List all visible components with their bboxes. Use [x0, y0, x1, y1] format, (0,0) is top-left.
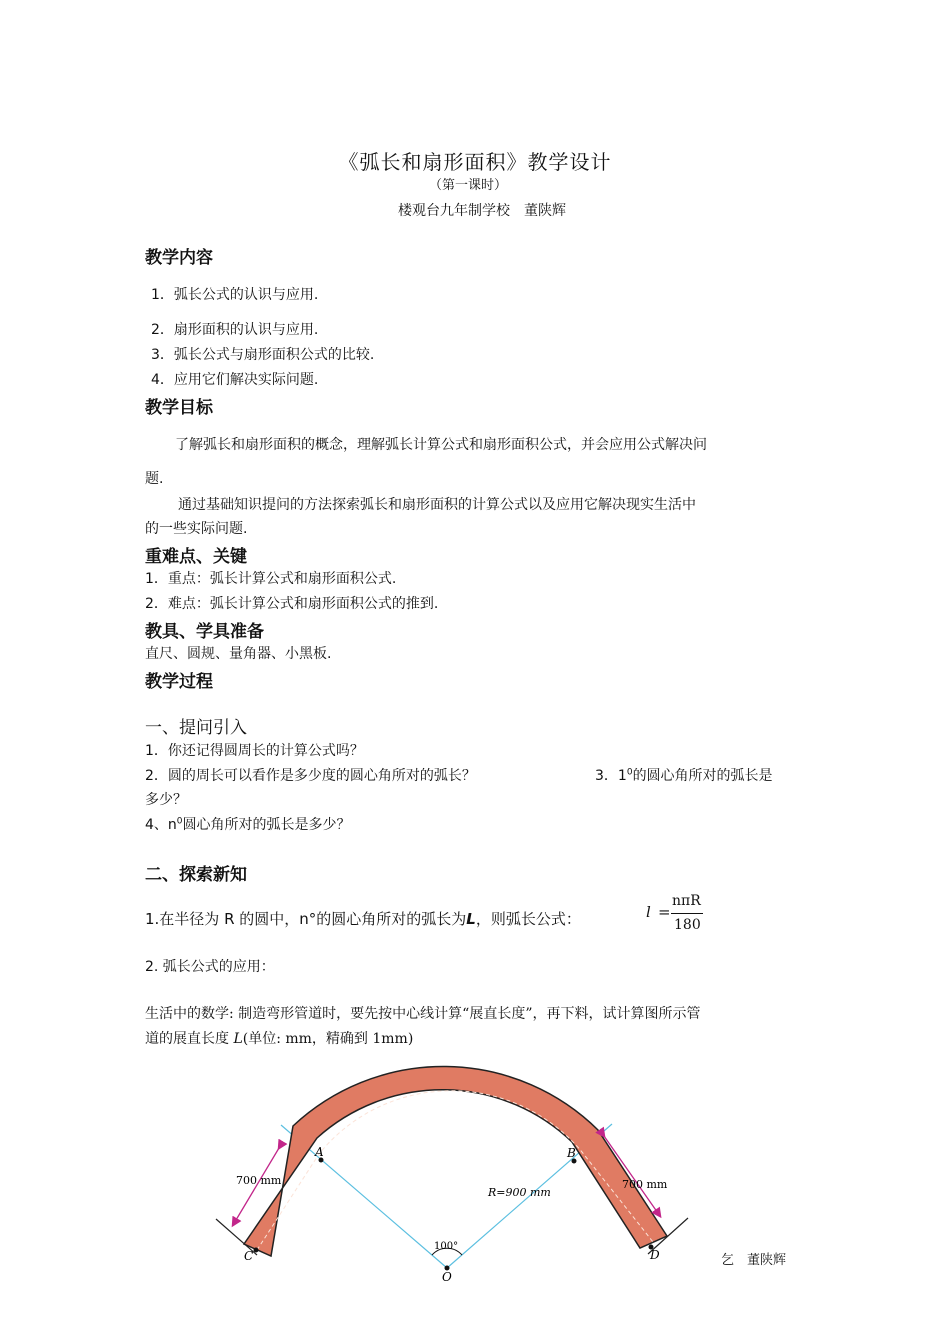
heading-content: 教学内容: [145, 248, 213, 268]
formula-numerator: nπR: [672, 893, 701, 909]
goals-paragraph-2-line-1: 通过基础知识提问的方法探索弧长和扇形面积的计算公式以及应用它解决现实生活中: [178, 497, 696, 513]
heading-goals: 教学目标: [145, 398, 213, 418]
arc-length-formula: l = nπR 180: [646, 893, 716, 939]
tools-text: 直尺、圆规、量角器、小黑板.: [145, 646, 332, 662]
footer-fragment: 乞 董陕辉: [721, 1253, 787, 1268]
heading-tools: 教具、学具准备: [145, 622, 264, 642]
label-angle: 100°: [434, 1241, 459, 1252]
heading-part-2: 二、探索新知: [145, 865, 247, 885]
part1-question-1: 1．你还记得圆周长的计算公式吗？: [145, 743, 364, 759]
content-item-2: 2．扇形面积的认识与应用.: [151, 322, 319, 338]
goals-paragraph-1-line-1: 了解弧长和扇形面积的概念，理解弧长计算公式和扇形面积公式，并会应用公式解决问: [175, 437, 707, 453]
key-point-1: 1．重点：弧长计算公式和扇形面积公式.: [145, 571, 397, 587]
label-left-length: 700 mm: [236, 1174, 282, 1187]
label-d: D: [650, 1248, 660, 1262]
heading-part-1: 一、提问引入: [145, 718, 247, 738]
part2-item-2: 2. 弧长公式的应用：: [145, 959, 275, 975]
label-a: A: [315, 1145, 324, 1159]
formula-denominator: 180: [674, 917, 701, 933]
part1-question-4: 4、$n^0$圆心角所对的弧长是多少？: [145, 816, 351, 833]
content-item-1: 1．弧长公式的认识与应用.: [151, 287, 319, 303]
point-c: [254, 1248, 259, 1253]
goals-paragraph-2-line-2: 的一些实际问题.: [145, 521, 248, 537]
part1-question-3: 3．$1^0$的圆心角所对的弧长是: [595, 767, 773, 784]
part1-question-2: 2．圆的周长可以看作是多少度的圆心角所对的弧长？: [145, 768, 476, 784]
document-subtitle: （第一课时）: [428, 178, 507, 193]
life-math-line-1: 生活中的数学: 制造弯形管道时，要先按中心线计算“展直长度”，再下料，试计算图所示管: [145, 1006, 701, 1022]
key-point-2: 2．难点：弧长计算公式和扇形面积公式的推到.: [145, 596, 439, 612]
label-radius: R=900 mm: [488, 1186, 551, 1199]
label-o: O: [442, 1270, 452, 1284]
pipe-body: [244, 1067, 667, 1256]
document-title: 《弧长和扇形面积》教学设计: [338, 150, 612, 174]
goals-paragraph-1-line-2: 题.: [145, 471, 164, 487]
heading-key-points: 重难点、关键: [145, 547, 247, 567]
label-b: B: [567, 1146, 576, 1160]
life-math-line-2: 道的展直长度 L(单位: mm，精确到 1mm): [145, 1031, 414, 1047]
part1-question-3-continued: 多少？: [145, 792, 187, 808]
label-right-length: 700 mm: [622, 1178, 668, 1191]
content-item-3: 3．弧长公式与扇形面积公式的比较.: [151, 347, 375, 363]
content-item-4: 4．应用它们解决实际问题.: [151, 372, 319, 388]
heading-process: 教学过程: [145, 672, 213, 692]
author-line: 楼观台九年制学校 董陕辉: [398, 203, 566, 219]
part2-item-1: 1.在半径为 R 的圆中，n°的圆心角所对的弧长为L，则弧长公式：: [145, 910, 581, 928]
label-c: C: [244, 1249, 254, 1263]
